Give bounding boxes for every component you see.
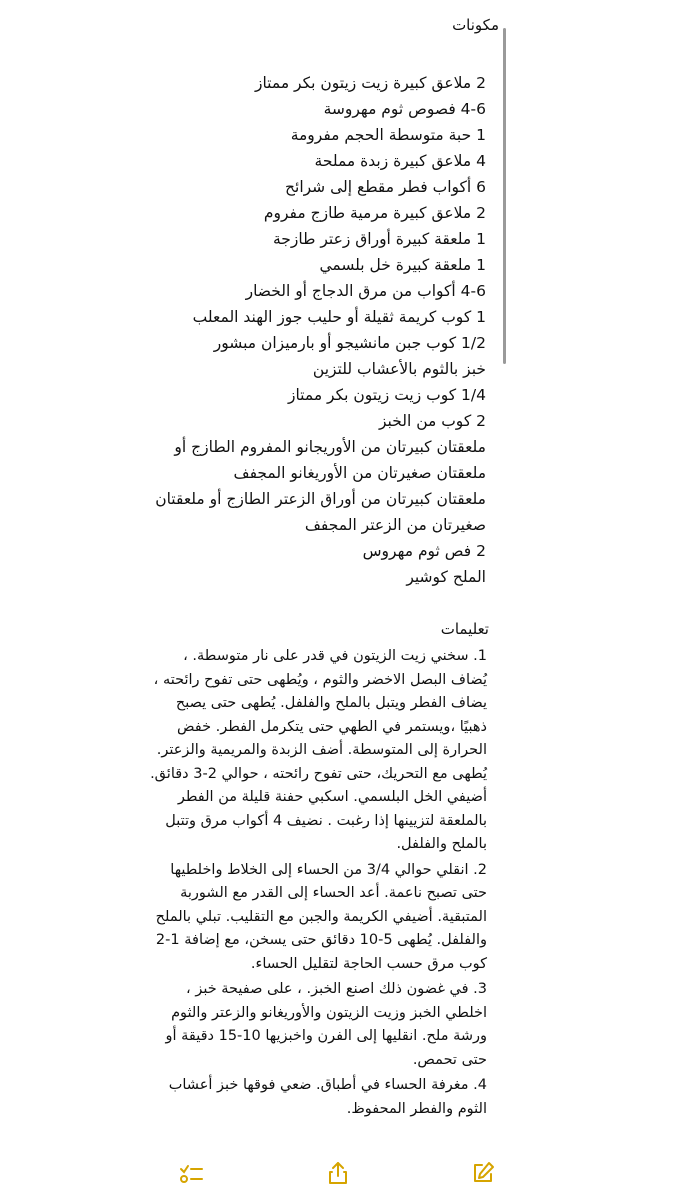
ingredient-item: ملعقتان كبيرتان من الأوريجانو المفروم الطازج أو (174, 438, 486, 456)
ingredient-item: ملعقتان كبيرتان من أوراق الزعتر الطازج أو ملعقتان (155, 490, 486, 508)
ingredient-item: 1/2 كوب جبن مانشيجو أو بارميزان مبشور (213, 334, 486, 352)
ingredients-list (0, 70, 486, 590)
compose-icon (470, 1160, 496, 1186)
ingredient-item: 1 حبة متوسطة الحجم مفرومة (290, 126, 486, 144)
ingredient-item: 1 كوب كريمة ثقيلة أو حليب جوز الهند المعلب (192, 308, 486, 326)
instruction-step: 1. سخني زيت الزيتون في قدر على نار متوسطة. ، يُضاف البصل الاخضر والثوم ، ويُطهى حتى تفوح رائحته ، يضاف الفطر ويتبل بالملح والفلفل. يُطهى حتى يصبح ذهبيًا ،ويستمر في الطهي حتى يتكرمل الفطر. خفض الحرارة إلى المتوسطة. أضف الزبدة والمريمية والزعتر. يُطهى مع التحريك، حتى تفوح رائحته ، حوالي 2-3 دقائق. أضيفي الخل البلسمي. اسكبي حفنة قليلة من الفطر بالملعقة لتزيينها إذا رغبت . نضيف 4 أكواب مرق وتتبل بالملح والفلفل. (150, 648, 487, 852)
ingredient-item: 2 فص ثوم مهروس (362, 542, 486, 560)
ingredient-item: خبز بالثوم بالأعشاب للتزين (312, 360, 486, 378)
ingredient-item: 4-6 أكواب من مرق الدجاج أو الخضار (245, 282, 486, 300)
instruction-step: 4. مغرفة الحساء في أطباق. ضعي فوقها خبز أعشاب الثوم والفطر المحفوظ. (168, 1077, 487, 1117)
share-button[interactable] (325, 1160, 351, 1186)
ingredient-item: الملح كوشير (406, 568, 486, 586)
checklist-button[interactable] (178, 1160, 204, 1186)
ingredient-item: 4-6 فصوص ثوم مهروسة (323, 100, 486, 118)
scroll-indicator[interactable] (503, 28, 506, 364)
ingredient-item: 1/4 كوب زيت زيتون بكر ممتاز (287, 386, 486, 404)
ingredients-heading: مكونات (452, 16, 499, 34)
instruction-step: 2. انقلي حوالي 3/4 من الحساء إلى الخلاط واخلطيها حتى تصبح ناعمة. أعد الحساء إلى القدر مع الشوربة المتبقية. أضيفي الكريمة والجبن مع التقليب. تبلي بالملح والفلفل. يُطهى 5-10 دقائق حتى يسخن، مع إضافة 1-2 كوب مرق حسب الحاجة لتقليل الحساء. (155, 861, 487, 972)
ingredient-item: 2 كوب من الخبز (379, 412, 486, 430)
ingredient-item: 1 ملعقة كبيرة أوراق زعتر طازجة (273, 230, 486, 248)
bottom-toolbar (0, 1160, 675, 1200)
instruction-step: 3. في غضون ذلك اصنع الخبز. ، على صفيحة خبز ، اخلطي الخبز وزيت الزيتون والأوريغانو والزعتر والثوم ورشة ملح. انقليها إلى الفرن واخبزيها 10-15 دقيقة أو حتى تحمص. (165, 981, 487, 1068)
share-icon (325, 1160, 351, 1186)
instructions-heading: تعليمات (440, 620, 489, 638)
ingredient-item: 6 أكواب فطر مقطع إلى شرائح (285, 178, 486, 196)
checklist-icon (178, 1160, 204, 1186)
ingredient-item: صغيرتان من الزعتر المجفف (304, 516, 486, 534)
instructions-body (147, 645, 487, 1123)
ingredient-item: 2 ملاعق كبيرة زيت زيتون بكر ممتاز (254, 74, 486, 92)
ingredient-item: 1 ملعقة كبيرة خل بلسمي (319, 256, 486, 274)
ingredient-item: ملعقتان صغيرتان من الأوريغانو المجفف (233, 464, 486, 482)
ingredient-item: 4 ملاعق كبيرة زبدة مملحة (314, 152, 486, 170)
ingredient-item: 2 ملاعق كبيرة مرمية طازج مفروم (263, 204, 486, 222)
compose-button[interactable] (470, 1160, 496, 1186)
